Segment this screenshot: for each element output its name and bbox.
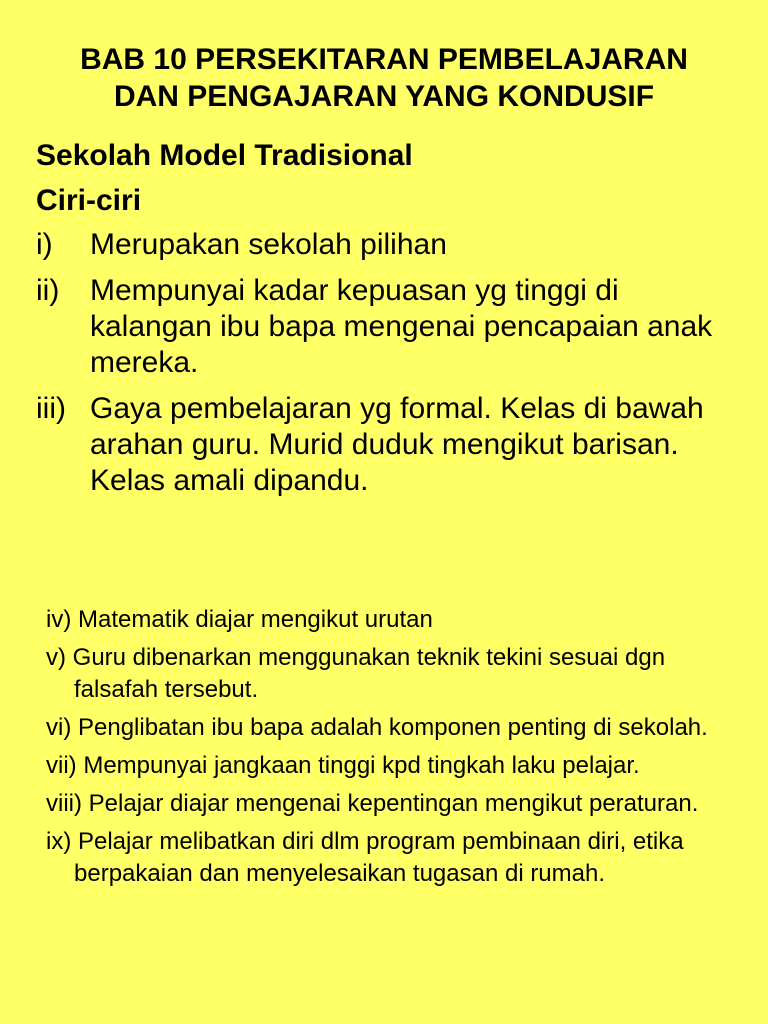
list-item: iv) Matematik diajar mengikut urutan — [46, 606, 433, 633]
item-number: ii) — [36, 274, 60, 307]
list-item: v) Guru dibenarkan menggunakan teknik tekini sesuai dgn falsafah tersebut. — [46, 644, 666, 703]
item-number: iii) — [36, 392, 66, 425]
item-number: i) — [36, 228, 53, 261]
list-item: vi) Penglibatan ibu bapa adalah komponen penting di sekolah. — [46, 714, 708, 741]
list-item: vii) Mempunyai jangkaan tinggi kpd tingkah laku pelajar. — [46, 752, 640, 779]
list-item: viii) Pelajar diajar mengenai kepentingan mengikut peraturan. — [46, 790, 699, 817]
item-text: Gaya pembelajaran yg formal. Kelas di bawah arahan guru. Murid duduk mengikut barisan. Kelas amali dipandu. — [90, 392, 704, 497]
title-line-2: DAN PENGAJARAN YANG KONDUSIF — [113, 80, 655, 113]
list-item — [36, 273, 748, 381]
slide-title — [20, 41, 748, 115]
title-line-1: BAB 10 PERSEKITARAN PEMBELAJARAN — [80, 43, 688, 76]
feature-list-secondary — [46, 604, 748, 896]
list-item — [36, 391, 748, 499]
model-heading: Sekolah Model Tradisional — [36, 139, 413, 172]
feature-list-primary — [36, 227, 748, 509]
item-text: Merupakan sekolah pilihan — [90, 228, 447, 261]
list-item — [36, 227, 748, 263]
list-item: ix) Pelajar melibatkan diri dlm program pembinaan diri, etika berpakaian dan menyelesaikan tugasan di rumah. — [46, 828, 684, 887]
item-text: Mempunyai kadar kepuasan yg tinggi di kalangan ibu bapa mengenai pencapaian anak mereka. — [90, 274, 713, 379]
features-heading: Ciri-ciri — [36, 184, 142, 217]
